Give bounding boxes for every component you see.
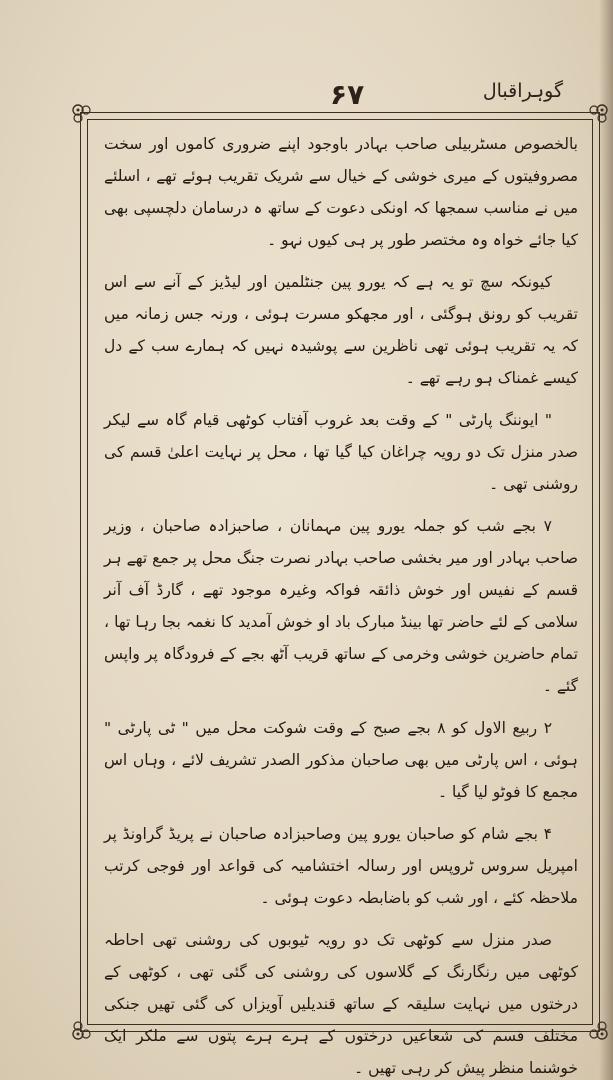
corner-ornament-icon (68, 1016, 96, 1044)
paragraph-7: صدر منزل سے کوٹھی تک دو رویہ ٹیوبوں کی روشنی تھی احاطہ کوٹھی میں رنگارنگ کے گلاسوں کی روشنی کی گئی تھی ، کوٹھی کے درختوں میں نہایت سلیقہ کے ساتھ قندیلیں آویزاں کی گئی تھیں جنکی مختلف قسم کی شعاعیں درختوں کے ہرے ہرے پتوں سے ملکر ایک خوشنما منظر پیش کر رہی تھیں ۔ (104, 931, 578, 1077)
paragraph-4: ۷ بجے شب کو جملہ یورو پین مہمانان ، صاحبزادہ صاحبان ، وزیر صاحب بہادر اور میر بخشی صاحب بہادر نصرت جنگ محل پر جمع تھے ہر قسم کے نفیس اور خوش ذائقہ فواکہ وغیرہ موجود تھے ، گارڈ آف آنر سلامی کے لئے حاضر تھا بینڈ مبارک باد او خوش آمدید کا نغمہ بجا رہا تھا ، تمام حاضرین خوشی وخرمی کے ساتھ قریب آٹھ بجے کے فرودگاہ پر واپس گئے ۔ (104, 517, 578, 695)
corner-ornament-icon (584, 1016, 612, 1044)
paragraph-1: بالخصوص مسٹربیلی صاحب بہادر باوجود اپنے ضروری کاموں اور سخت مصروفیتوں کے میری خوشی کے خیال سے شریک تقریب ہوئے تھے ، اسلئے میں نے مناسب سمجھا کہ اونکی دعوت کے ساتھ ہ درسامان دلچسپی بھی کیا جائے خواہ وہ مختصر طور پر ہی کیوں نہو ۔ (104, 135, 578, 249)
page-number: ۶۷ (330, 78, 365, 111)
book-title: گوہراقبال (482, 80, 563, 102)
paragraph-6: ۴ بجے شام کو صاحبان یورو پین وصاحبزادہ صاحبان نے پریڈ گراونڈ پر امپریل سروس ٹروپس اور رسالہ اختشامیہ کی قواعد اور فوجی کرتب ملاحظہ کئے ، اور شب کو باضابطہ دعوت ہوئی ۔ (104, 825, 578, 907)
paragraph-3: " ایوننگ پارٹی " کے وقت بعد غروب آفتاب کوٹھی قیام گاہ سے لیکر صدر منزل تک دو رویہ چراغان کیا گیا تھا ، محل پر نہایت اعلیٰ قسم کی روشنی تھی ۔ (104, 411, 578, 493)
body-text (104, 128, 578, 1080)
page-header (80, 78, 573, 114)
paragraph-2: کیونکہ سچ تو یہ ہے کہ یورو پین جنٹلمین اور لیڈیز کے آنے سے اس تقریب کو رونق ہوگئی ، اور مجھکو مسرت ہوئی ، ورنہ جس زمانہ میں کہ یہ تقریب ہوئی تھی ناظرین سے پوشیدہ نہیں کہ ہمارے سب کے دل کیسے غمناک ہو رہے تھے ۔ (104, 273, 578, 387)
decorative-border-frame (80, 112, 600, 1077)
page-edge-shadow (599, 0, 613, 1080)
corner-ornament-icon (68, 100, 96, 128)
paragraph-5: ۲ ربیع الاول کو ۸ بجے صبح کے وقت شوکت محل میں " ٹی پارٹی " ہوئی ، اس پارٹی میں بھی صاحبان مذکور الصدر تشریف لائے ، وہاں اس مجمع کا فوٹو لیا گیا ۔ (104, 719, 578, 801)
corner-ornament-icon (584, 100, 612, 128)
